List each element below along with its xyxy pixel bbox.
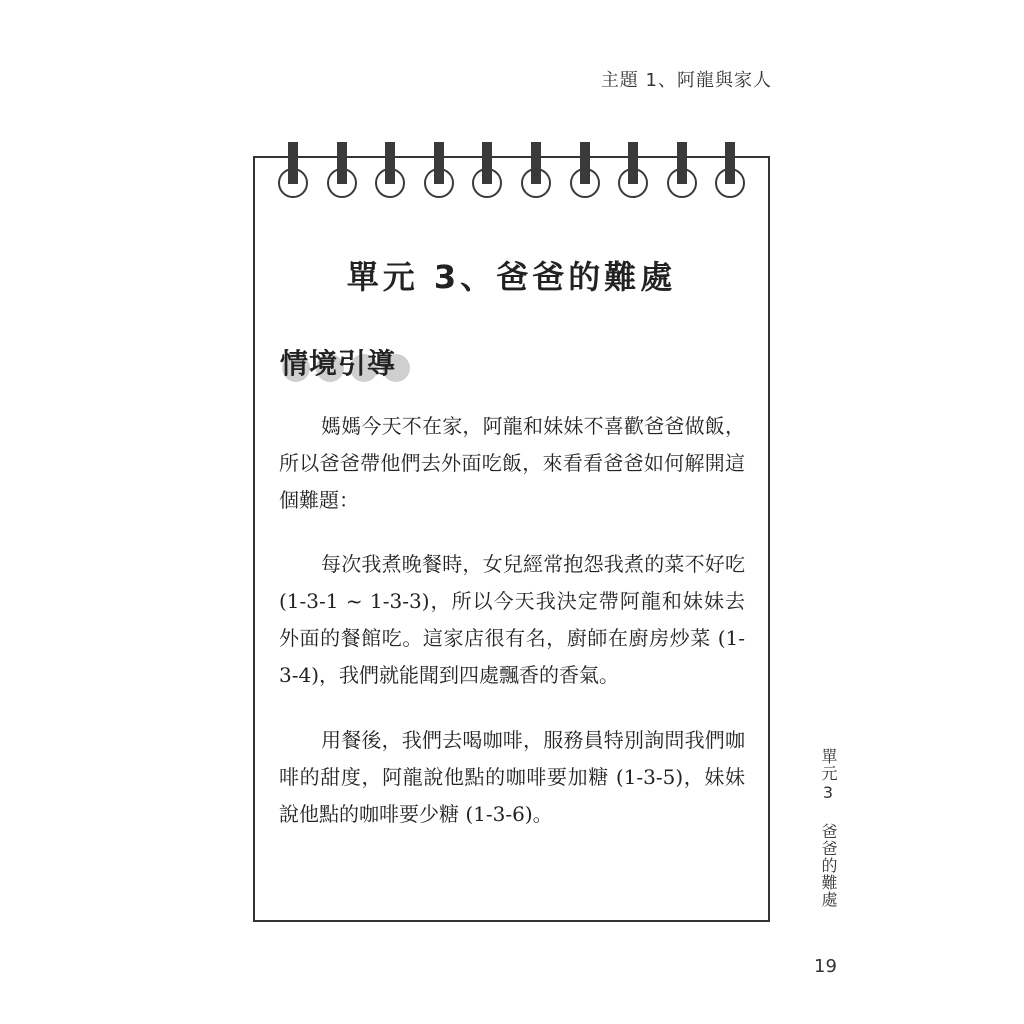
running-header: 主題 1、阿龍與家人 (600, 70, 772, 91)
spiral-ring (667, 142, 697, 202)
side-tab (818, 748, 838, 908)
paragraph-3: 用餐後，我們去喝咖啡，服務員特別詢問我們咖啡的甜度，阿龍說他點的咖啡要加糖 (1-3-5)，妹妹說他點的咖啡要少糖 (1-3-6)。 (279, 728, 745, 826)
spiral-ring (521, 142, 551, 202)
paragraph-1: 媽媽今天不在家，阿龍和妹妹不喜歡爸爸做飯，所以爸爸帶他們去外面吃飯，來看看爸爸如何解開這個難題： (279, 414, 745, 512)
spiral-ring (375, 142, 405, 202)
section-heading (280, 342, 396, 386)
spiral-ring (472, 142, 502, 202)
spiral-ring (278, 142, 308, 202)
side-tab-unit-name: 爸爸的難處 (819, 823, 838, 908)
spiral-ring (618, 142, 648, 202)
spiral-ring (570, 142, 600, 202)
section-heading-text: 情境引導 (280, 347, 397, 380)
spiral-ring (715, 142, 745, 202)
side-tab-unit-number: 3 (822, 783, 834, 802)
spiral-binding (278, 142, 748, 202)
spiral-ring (327, 142, 357, 202)
spiral-ring (424, 142, 454, 202)
unit-title: 單元 3、爸爸的難處 (346, 258, 677, 296)
page-number: 19 (814, 956, 837, 977)
side-tab-unit-label: 單元 (819, 748, 838, 782)
paragraph-2: 每次我煮晚餐時，女兒經常抱怨我煮的菜不好吃 (1-3-1 ~ 1-3-3)，所以今天我決定帶阿龍和妹妹去外面的餐館吃。這家店很有名，廚師在廚房炒菜 (1-3-4)，我們就能聞到四處飄香的香氣。 (279, 552, 745, 687)
